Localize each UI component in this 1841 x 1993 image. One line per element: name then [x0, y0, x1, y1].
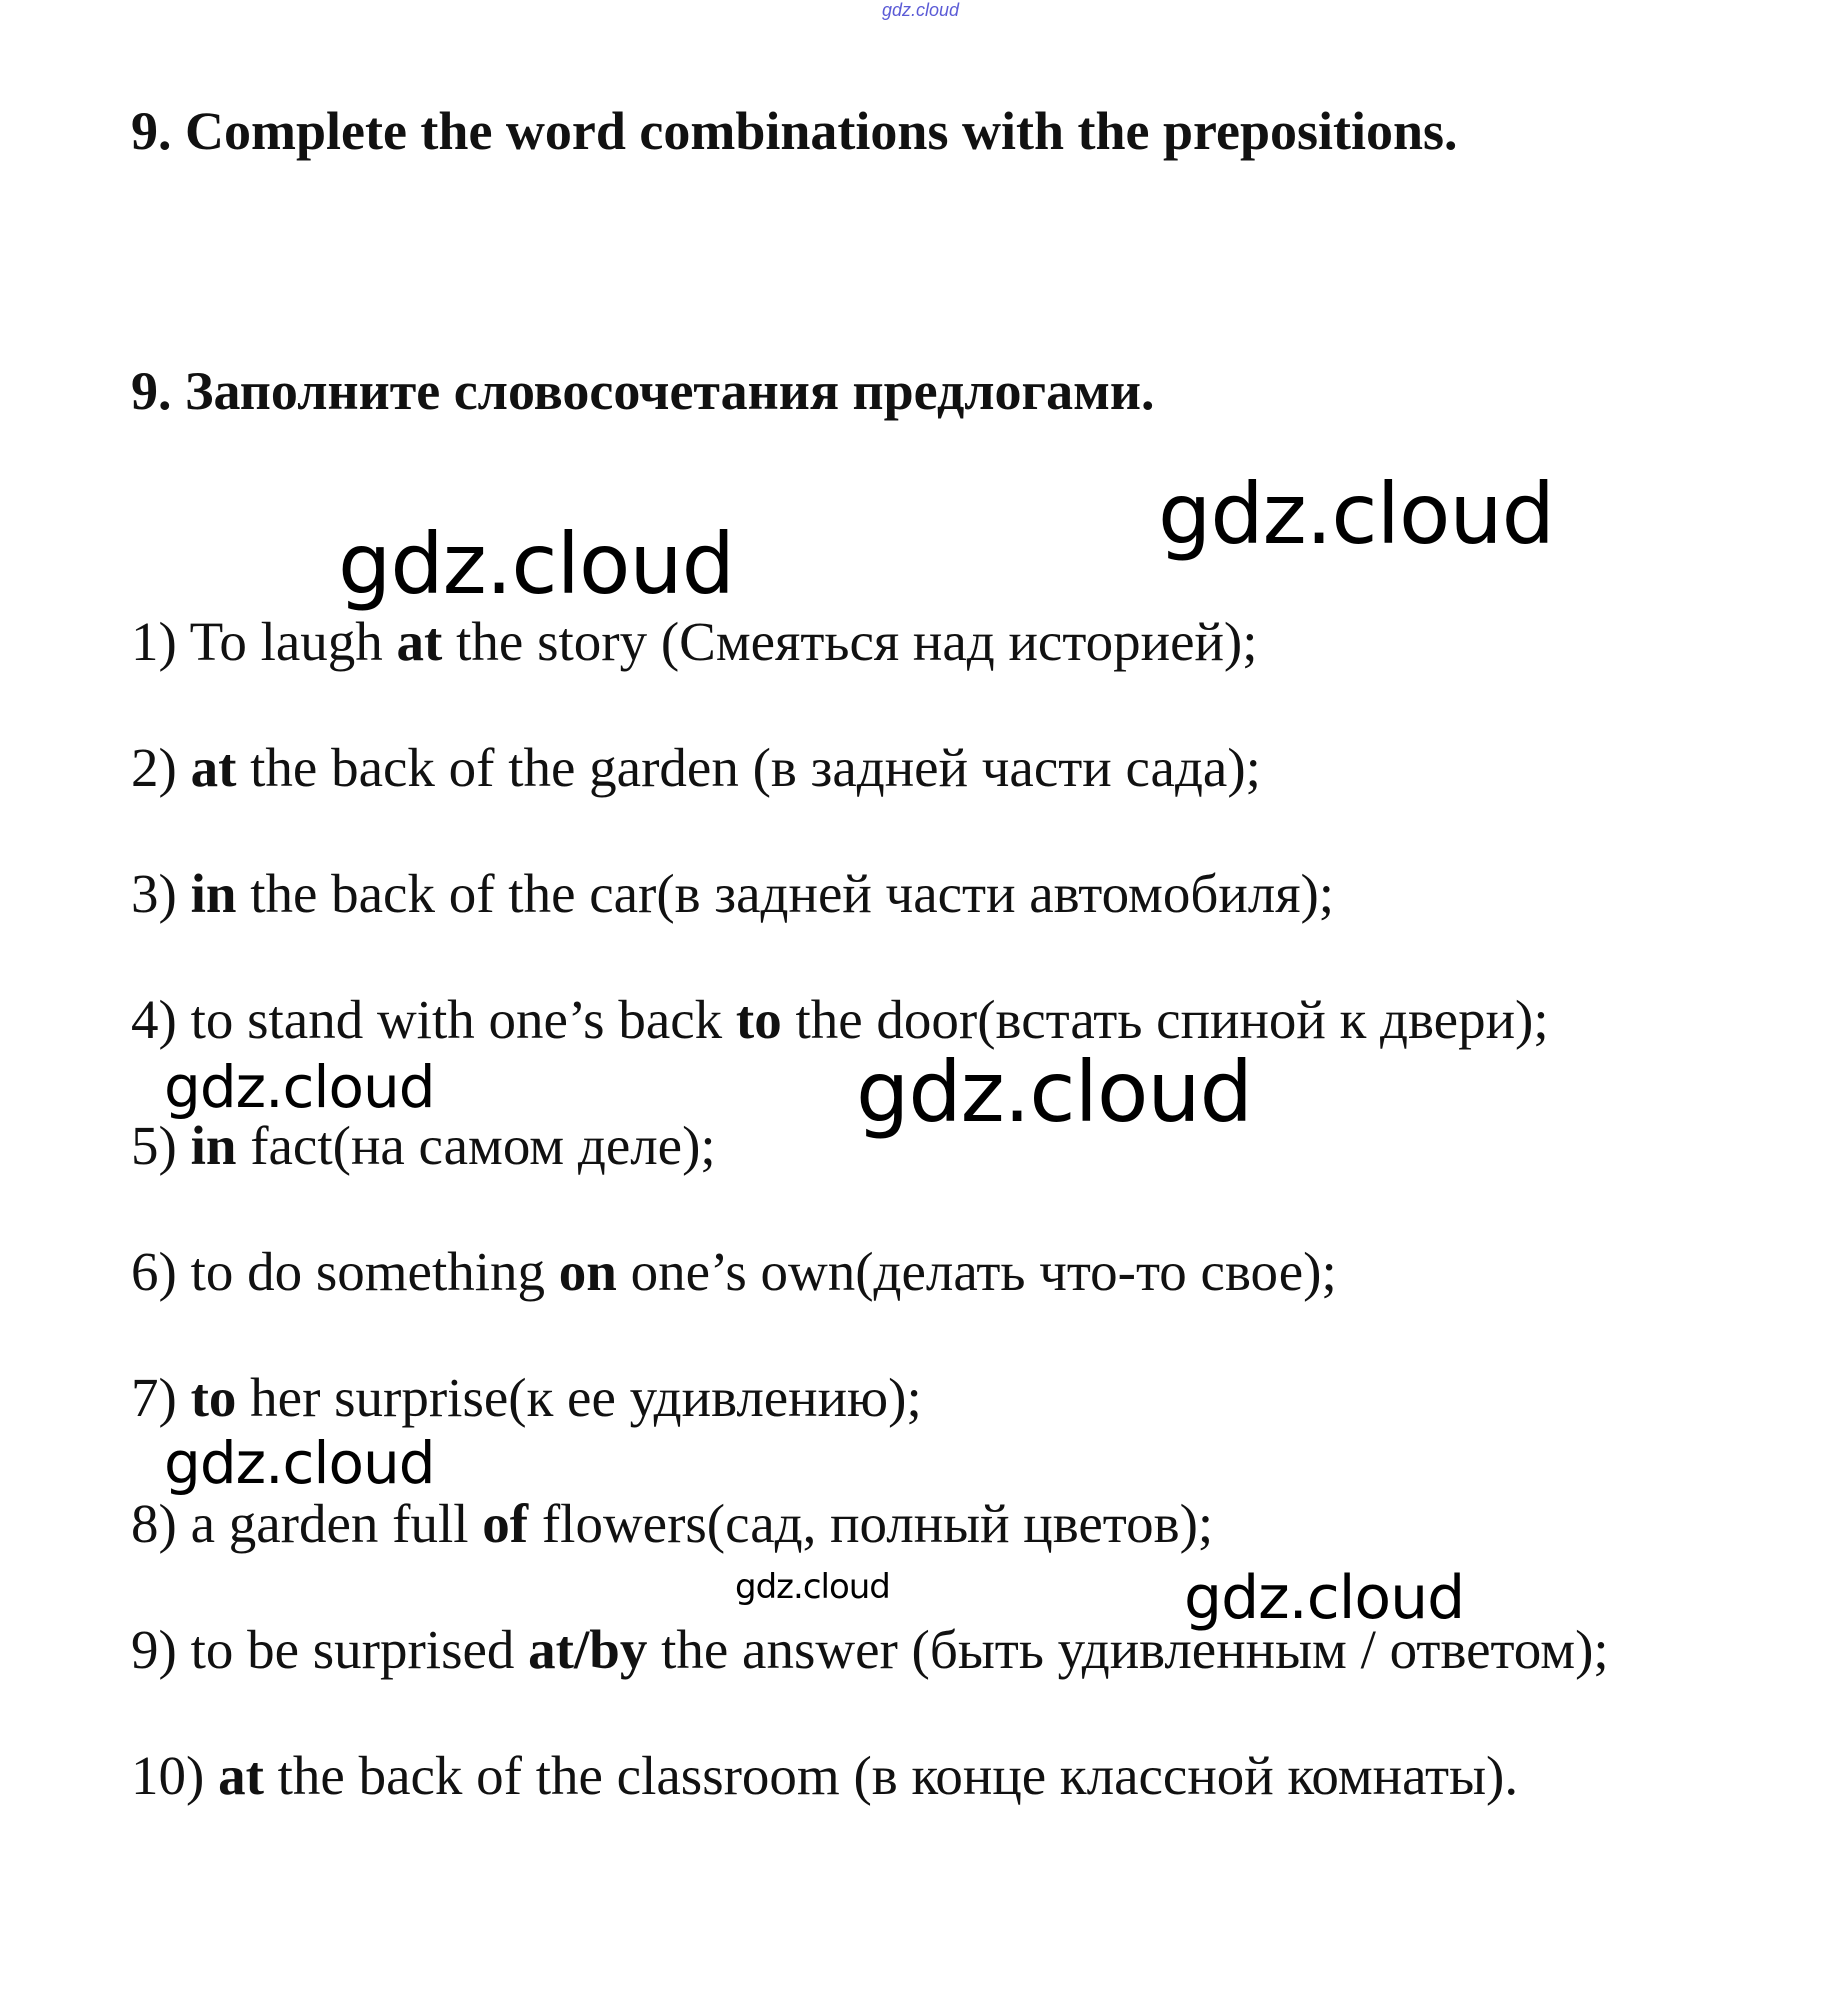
item-text-before: To laugh: [189, 611, 383, 672]
item-number: 2): [131, 737, 177, 798]
heading-english: 9. Complete the word combinations with the prepositions.: [131, 101, 1458, 161]
item-preposition: in: [190, 863, 237, 924]
item-number: 7): [131, 1367, 177, 1428]
item-preposition: to: [190, 1367, 237, 1428]
item-number: 5): [131, 1115, 177, 1176]
list-item: [131, 988, 1549, 1051]
item-text-after: flowers(сад, полный цветов);: [541, 1493, 1214, 1554]
watermark: gdz.cloud: [338, 515, 734, 613]
item-text-after: her surprise(к ее удивлению);: [250, 1367, 922, 1428]
item-text-before: to be surprised: [190, 1619, 515, 1680]
list-item: [131, 1744, 1518, 1807]
watermark: gdz.cloud: [1184, 1563, 1465, 1633]
watermark-top: gdz.cloud: [882, 0, 960, 20]
list-item: [131, 1492, 1213, 1555]
watermark: gdz.cloud: [735, 1567, 890, 1607]
list-item: [131, 1366, 922, 1429]
watermark: gdz.cloud: [856, 1043, 1252, 1141]
item-text-after: the door(встать спиной к двери);: [795, 989, 1549, 1050]
item-preposition: at: [190, 737, 237, 798]
list-item: [131, 736, 1261, 799]
watermark: gdz.cloud: [1158, 465, 1554, 563]
list-item: [131, 862, 1334, 925]
item-text-after: fact(на самом деле);: [250, 1115, 716, 1176]
list-item: [131, 1240, 1337, 1303]
item-number: 3): [131, 863, 177, 924]
item-preposition: in: [190, 1115, 237, 1176]
item-text-before: to stand with one’s back: [190, 989, 723, 1050]
item-preposition: at/by: [528, 1619, 648, 1680]
list-item: [131, 610, 1258, 673]
item-text-after: the answer (быть удивленным / ответом);: [661, 1619, 1609, 1680]
item-text-before: to do something: [190, 1241, 546, 1302]
item-text-after: the back of the garden (в задней части сада);: [250, 737, 1261, 798]
item-preposition: at: [396, 611, 443, 672]
item-preposition: on: [558, 1241, 617, 1302]
item-text-before: a garden full: [190, 1493, 469, 1554]
item-text-after: the back of the car(в задней части автомобиля);: [250, 863, 1335, 924]
item-number: 10): [131, 1745, 205, 1806]
item-number: 1): [131, 611, 177, 672]
item-number: 8): [131, 1493, 177, 1554]
item-number: 6): [131, 1241, 177, 1302]
item-text-after: one’s own(делать что-то свое);: [630, 1241, 1337, 1302]
watermark: gdz.cloud: [164, 1429, 435, 1497]
watermark: gdz.cloud: [164, 1053, 435, 1121]
item-number: 9): [131, 1619, 177, 1680]
list-item: [131, 1114, 716, 1177]
item-text-after: the back of the classroom (в конце классной комнаты).: [277, 1745, 1519, 1806]
heading-russian: 9. Заполните словосочетания предлогами.: [131, 361, 1155, 421]
item-number: 4): [131, 989, 177, 1050]
item-preposition: of: [482, 1493, 529, 1554]
item-preposition: at: [218, 1745, 264, 1806]
item-preposition: to: [735, 989, 782, 1050]
item-text-after: the story (Смеяться над историей);: [456, 611, 1258, 672]
